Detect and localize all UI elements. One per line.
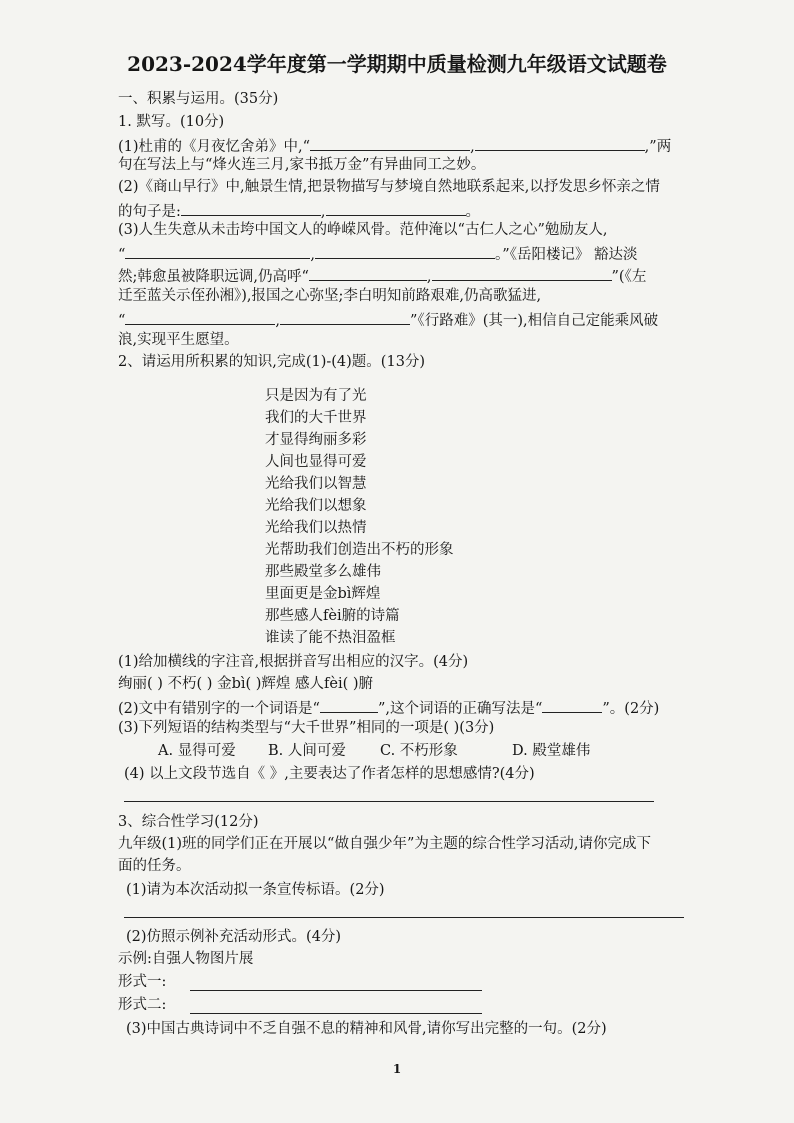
q2-sub4: (4) 以上文段节选自《 》,主要表达了作者怎样的思想感情?(4分): [124, 766, 535, 782]
q2-sub3: (3)下列短语的结构类型与“大千世界”相同的一项是( )(3分): [118, 720, 495, 736]
option-d[interactable]: D. 殿堂雄伟: [512, 743, 591, 759]
q2-title: 2、请运用所积累的知识,完成(1)-(4)题。(13分): [118, 354, 426, 370]
q1-2-line2: [118, 202, 480, 220]
q2-sub1-fill[interactable]: 绚丽( ) 不朽( ) 金bì( )辉煌 感人fèi( )腑: [118, 676, 374, 692]
q1-3-line1: (3)人生失意从未击垮中国文人的峥嵘风骨。范仲淹以“古仁人之心”勉励友人,: [118, 222, 608, 238]
q1-3-text-e: ,: [426, 269, 432, 285]
q1-3-line3: [118, 267, 646, 285]
answer-blank[interactable]: [326, 202, 466, 216]
q2-sub2-text-b: ”,这个词语的正确写法是“: [377, 701, 543, 717]
q1-3-text-f: ”(《左: [611, 269, 647, 285]
poem-line: 光帮助我们创造出不朽的形象: [265, 542, 454, 558]
answer-blank[interactable]: [542, 699, 602, 713]
q1-title: 1. 默写。(10分): [118, 114, 225, 130]
form1-answer-line[interactable]: [190, 990, 482, 991]
q1-1-text-a: (1)杜甫的《月夜忆舍弟》中,“: [118, 139, 311, 155]
q1-3-text-i: ,: [275, 313, 281, 329]
q1-1-text-c: ,”两: [644, 139, 672, 155]
answer-blank[interactable]: [310, 137, 470, 151]
poem-line: 里面更是金bì辉煌: [265, 586, 381, 602]
poem-line: 只是因为有了光: [265, 388, 367, 404]
q3-form2-label: 形式二:: [118, 997, 167, 1013]
poem-line: 光给我们以智慧: [265, 476, 367, 492]
q1-3-text-a: “: [118, 247, 126, 263]
answer-blank[interactable]: [309, 267, 427, 281]
answer-blank[interactable]: [475, 137, 645, 151]
answer-blank[interactable]: [125, 311, 275, 325]
q3-form1-label: 形式一:: [118, 974, 167, 990]
q2-sub2: [118, 699, 659, 717]
poem-line: 那些感人fèi腑的诗篇: [265, 608, 400, 624]
q3-intro-line2: 面的任务。: [118, 858, 191, 874]
q3-sub1: (1)请为本次活动拟一条宣传标语。(2分): [126, 882, 385, 898]
q1-1-line1: [118, 137, 671, 155]
q1-1-line2: 句在写法上与“烽火连三月,家书抵万金”有异曲同工之妙。: [118, 157, 486, 173]
page-number: 1: [392, 1062, 402, 1076]
q1-2-text-a: 的句子是:: [118, 204, 181, 220]
q1-3-text-d: 然;韩愈虽被降职远调,仍高呼“: [118, 269, 309, 285]
poem-line: 光给我们以热情: [265, 520, 367, 536]
q1-2-text-b: ,: [320, 204, 326, 220]
answer-blank[interactable]: [280, 311, 410, 325]
exam-title: 2023-2024学年度第一学期期中质量检测九年级语文试题卷: [127, 52, 667, 76]
q1-3-line6: 浪,实现平生愿望。: [118, 332, 239, 348]
q1-3-text-c: 。”《岳阳楼记》 豁达淡: [495, 247, 638, 263]
poem-line: 光给我们以想象: [265, 498, 367, 514]
q3-sub2: (2)仿照示例补充活动形式。(4分): [126, 929, 342, 945]
q2-sub2-text-c: ”。(2分): [602, 701, 660, 717]
q1-2-line1: (2)《商山早行》中,触景生情,把景物描写与梦境自然地联系起来,以抒发思乡怀亲之情: [118, 179, 660, 195]
answer-blank[interactable]: [432, 267, 612, 281]
poem-line: 才显得绚丽多彩: [265, 432, 367, 448]
q1-3-line5: [118, 311, 658, 329]
section-heading: 一、积累与运用。(35分): [118, 91, 279, 107]
q1-1-text-b: ,: [470, 139, 475, 155]
q1-3-line2: [118, 245, 638, 263]
answer-blank[interactable]: [315, 245, 495, 259]
q1-3-text-h: “: [118, 313, 126, 329]
answer-line[interactable]: [124, 801, 654, 802]
answer-blank[interactable]: [181, 202, 321, 216]
form2-answer-line[interactable]: [190, 1013, 482, 1014]
q3-sub3: (3)中国古典诗词中不乏自强不息的精神和风骨,请你写出完整的一句。(2分): [126, 1021, 607, 1037]
q3-intro-line1: 九年级(1)班的同学们正在开展以“做自强少年”为主题的综合性学习活动,请你完成下: [118, 836, 651, 852]
answer-blank[interactable]: [320, 699, 378, 713]
poem-line: 那些殿堂多么雄伟: [265, 564, 381, 580]
q1-3-text-j: ”《行路难》(其一),相信自己定能乘风破: [410, 313, 659, 329]
q2-sub1: (1)给加横线的字注音,根据拼音写出相应的汉字。(4分): [118, 654, 469, 670]
answer-line[interactable]: [124, 917, 684, 918]
poem-line: 我们的大千世界: [265, 410, 367, 426]
poem-line: 谁读了能不热泪盈框: [265, 630, 396, 646]
option-b[interactable]: B. 人间可爱: [268, 743, 346, 759]
option-c[interactable]: C. 不朽形象: [380, 743, 458, 759]
q3-title: 3、综合性学习(12分): [118, 814, 259, 830]
poem-line: 人间也显得可爱: [265, 454, 367, 470]
q2-sub2-text-a: (2)文中有错别字的一个词语是“: [118, 701, 320, 717]
q1-3-text-b: ,: [310, 247, 316, 263]
q1-2-text-c: 。: [465, 204, 480, 220]
answer-blank[interactable]: [125, 245, 310, 259]
option-a[interactable]: A. 显得可爱: [158, 743, 236, 759]
q3-example: 示例:自强人物图片展: [118, 951, 254, 967]
q1-3-line4: 迁至蓝关示侄孙湘》),报国之心弥坚;李白明知前路艰难,仍高歌猛进,: [118, 288, 542, 304]
